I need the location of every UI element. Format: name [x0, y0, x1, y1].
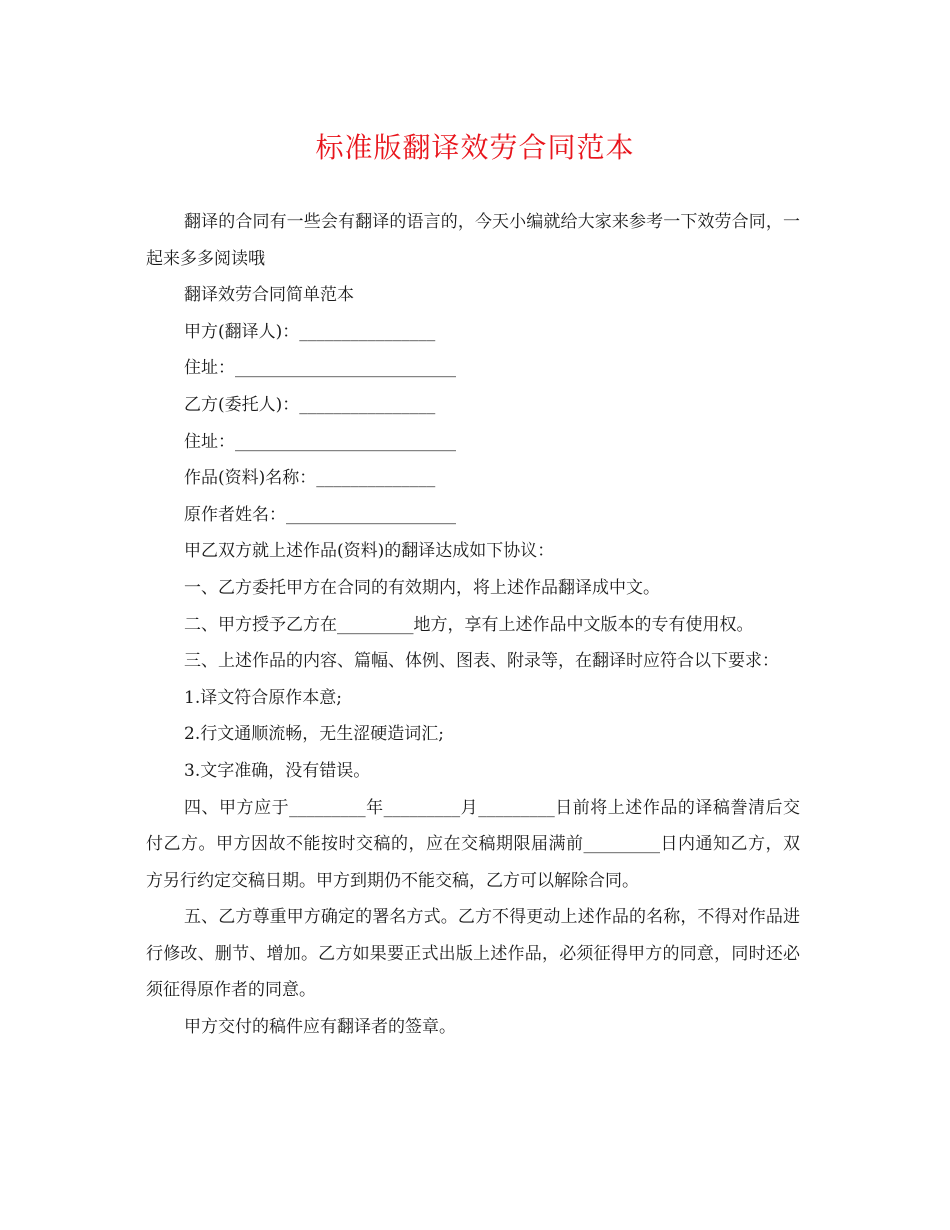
party-b-address-field: 住址：__________________________ — [184, 431, 456, 452]
section-heading: 翻译效劳合同简单范本 — [184, 285, 354, 306]
party-a-address-field: 住址：__________________________ — [184, 358, 456, 379]
document-title: 标准版翻译效劳合同范本 — [315, 131, 635, 164]
work-name-field: 作品(资料)名称：______________ — [184, 468, 436, 489]
document-body — [146, 204, 800, 1046]
original-author-field: 原作者姓名：____________________ — [184, 504, 456, 525]
clause-3: 三、上述作品的内容、篇幅、体例、图表、附录等，在翻译时应符合以下要求： — [184, 651, 779, 672]
requirement-3: 3.文字准确，没有错误。 — [184, 760, 371, 781]
agreement-intro: 甲乙双方就上述作品(资料)的翻译达成如下协议： — [184, 541, 555, 562]
clause-1: 一、乙方委托甲方在合同的有效期内，将上述作品翻译成中文。 — [184, 577, 660, 598]
intro-paragraph: 翻译的合同有一些会有翻译的语言的，今天小编就给大家来参考一下效劳合同，一起来多多阅读哦 — [146, 212, 800, 269]
signature-note: 甲方交付的稿件应有翻译者的签章。 — [184, 1017, 456, 1038]
party-b-field: 乙方(委托人)：________________ — [184, 394, 436, 415]
clause-4: 四、甲方应于_________年_________月_________日前将上述作品的译稿誊清后交付乙方。甲方因故不能按时交稿的，应在交稿期限届满前_________日内通知乙方，双方另行约定交稿日期。甲方到期仍不能交稿，乙方可以解除合同。 — [146, 797, 800, 891]
party-a-field: 甲方(翻译人)：________________ — [184, 321, 436, 342]
requirement-1: 1.译文符合原作本意; — [184, 687, 342, 708]
clause-5: 五、乙方尊重甲方确定的署名方式。乙方不得更动上述作品的名称，不得对作品进行修改、删节、增加。乙方如果要正式出版上述作品，必须征得甲方的同意，同时还必须征得原作者的同意。 — [146, 907, 800, 1001]
requirement-2: 2.行文通顺流畅，无生涩硬造词汇; — [184, 724, 444, 745]
clause-2: 二、甲方授予乙方在_________地方，享有上述作品中文版本的专有使用权。 — [184, 614, 754, 635]
